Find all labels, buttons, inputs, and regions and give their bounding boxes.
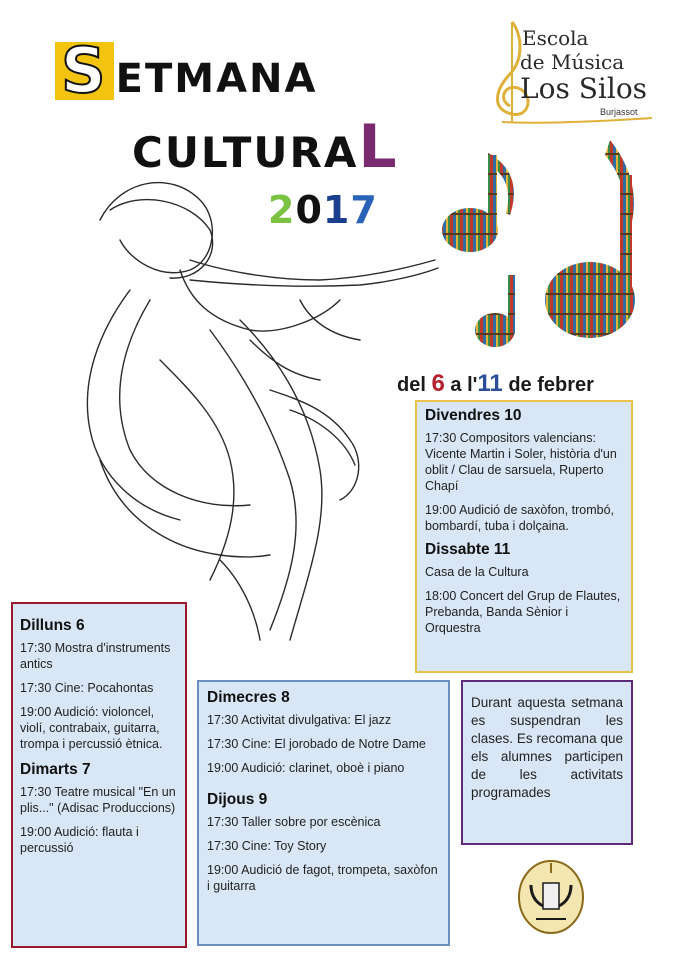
friday-heading: Divendres 10 (425, 407, 522, 424)
friday-item: 17:30 Compositors valencians: Vicente Martin i Soler, història d'un oblit / Clau de sarsuela, Ruperto Chapí (425, 431, 617, 493)
saturday-item: Casa de la Cultura (425, 565, 529, 579)
saturday-heading: Dissabte 11 (425, 541, 511, 558)
tuesday-item: 17:30 Teatre musical "En un plis..." (Adisac Produccions) (20, 785, 176, 815)
thursday-item: 19:00 Audició de fagot, trompeta, saxòfon i guitarra (207, 863, 438, 893)
dates-mid: a l' (450, 374, 478, 396)
wednesday-item: 17:30 Cine: El jorobado de Notre Dame (207, 737, 426, 751)
year-digit: 1 (322, 188, 351, 232)
thursday-item: 17:30 Cine: Toy Story (207, 839, 327, 853)
year-digit: 7 (350, 188, 378, 232)
music-notes-illustration (440, 135, 640, 355)
friday-item: 19:00 Audició de saxòfon, trombó, bombardí, tuba i dolçaina. (425, 503, 615, 533)
wednesday-item: 17:30 Activitat divulgativa: El jazz (207, 713, 392, 727)
wednesday-item: 19:00 Audició: clarinet, oboè i piano (207, 761, 405, 775)
monday-item: 19:00 Audició: violoncel, violí, contrabaix, guitarra, trompa i percussió ètnica. (20, 705, 163, 751)
monday-heading: Dilluns 6 (20, 617, 85, 634)
classes-suspended-note (461, 680, 633, 845)
title-line-1 (55, 34, 318, 107)
year-digit: 2 (268, 188, 296, 232)
year-digit: 0 (295, 188, 323, 232)
monday-item: 17:30 Cine: Pocahontas (20, 681, 154, 695)
logo-town: Burjassot (600, 107, 638, 117)
logo-line-3: Los Silos (520, 72, 648, 105)
dates-end-day: 11 (477, 370, 503, 397)
dates-start-day: 6 (431, 370, 445, 397)
logo-line-2: de Música (520, 50, 625, 74)
monday-tuesday-box (11, 602, 187, 948)
saturday-item: 18:00 Concert del Grup de Flautes, Prebanda, Banda Sènior i Orquestra (425, 589, 621, 635)
tuesday-item: 19:00 Audició: flauta i percussió (20, 825, 139, 855)
monday-item: 17:30 Mostra d'instruments antics (20, 641, 171, 671)
society-seal-icon (516, 855, 586, 935)
dates-pre: del (397, 374, 426, 396)
title-line-2-final-letter: L (358, 112, 399, 182)
title-initial-letter: S (55, 42, 114, 100)
logo-line-1: Escola (522, 26, 589, 50)
title-line-1-rest: ETMANA (115, 56, 318, 102)
trumpet-player-sketch (40, 160, 440, 650)
tuesday-heading: Dimarts 7 (20, 761, 91, 778)
wednesday-heading: Dimecres 8 (207, 689, 290, 706)
wednesday-thursday-box (197, 680, 450, 946)
title-line-2-main: CULTURA (132, 128, 359, 177)
school-logo (482, 14, 664, 124)
dates-post: de febrer (508, 374, 594, 396)
friday-saturday-box (415, 400, 633, 673)
thursday-heading: Dijous 9 (207, 791, 268, 808)
event-dates (397, 370, 594, 398)
thursday-item: 17:30 Taller sobre por escènica (207, 815, 381, 829)
note-text: Durant aquesta setmana es suspendran les clases. Es recomana que els alumnes participen de les activitats programades (471, 695, 623, 800)
